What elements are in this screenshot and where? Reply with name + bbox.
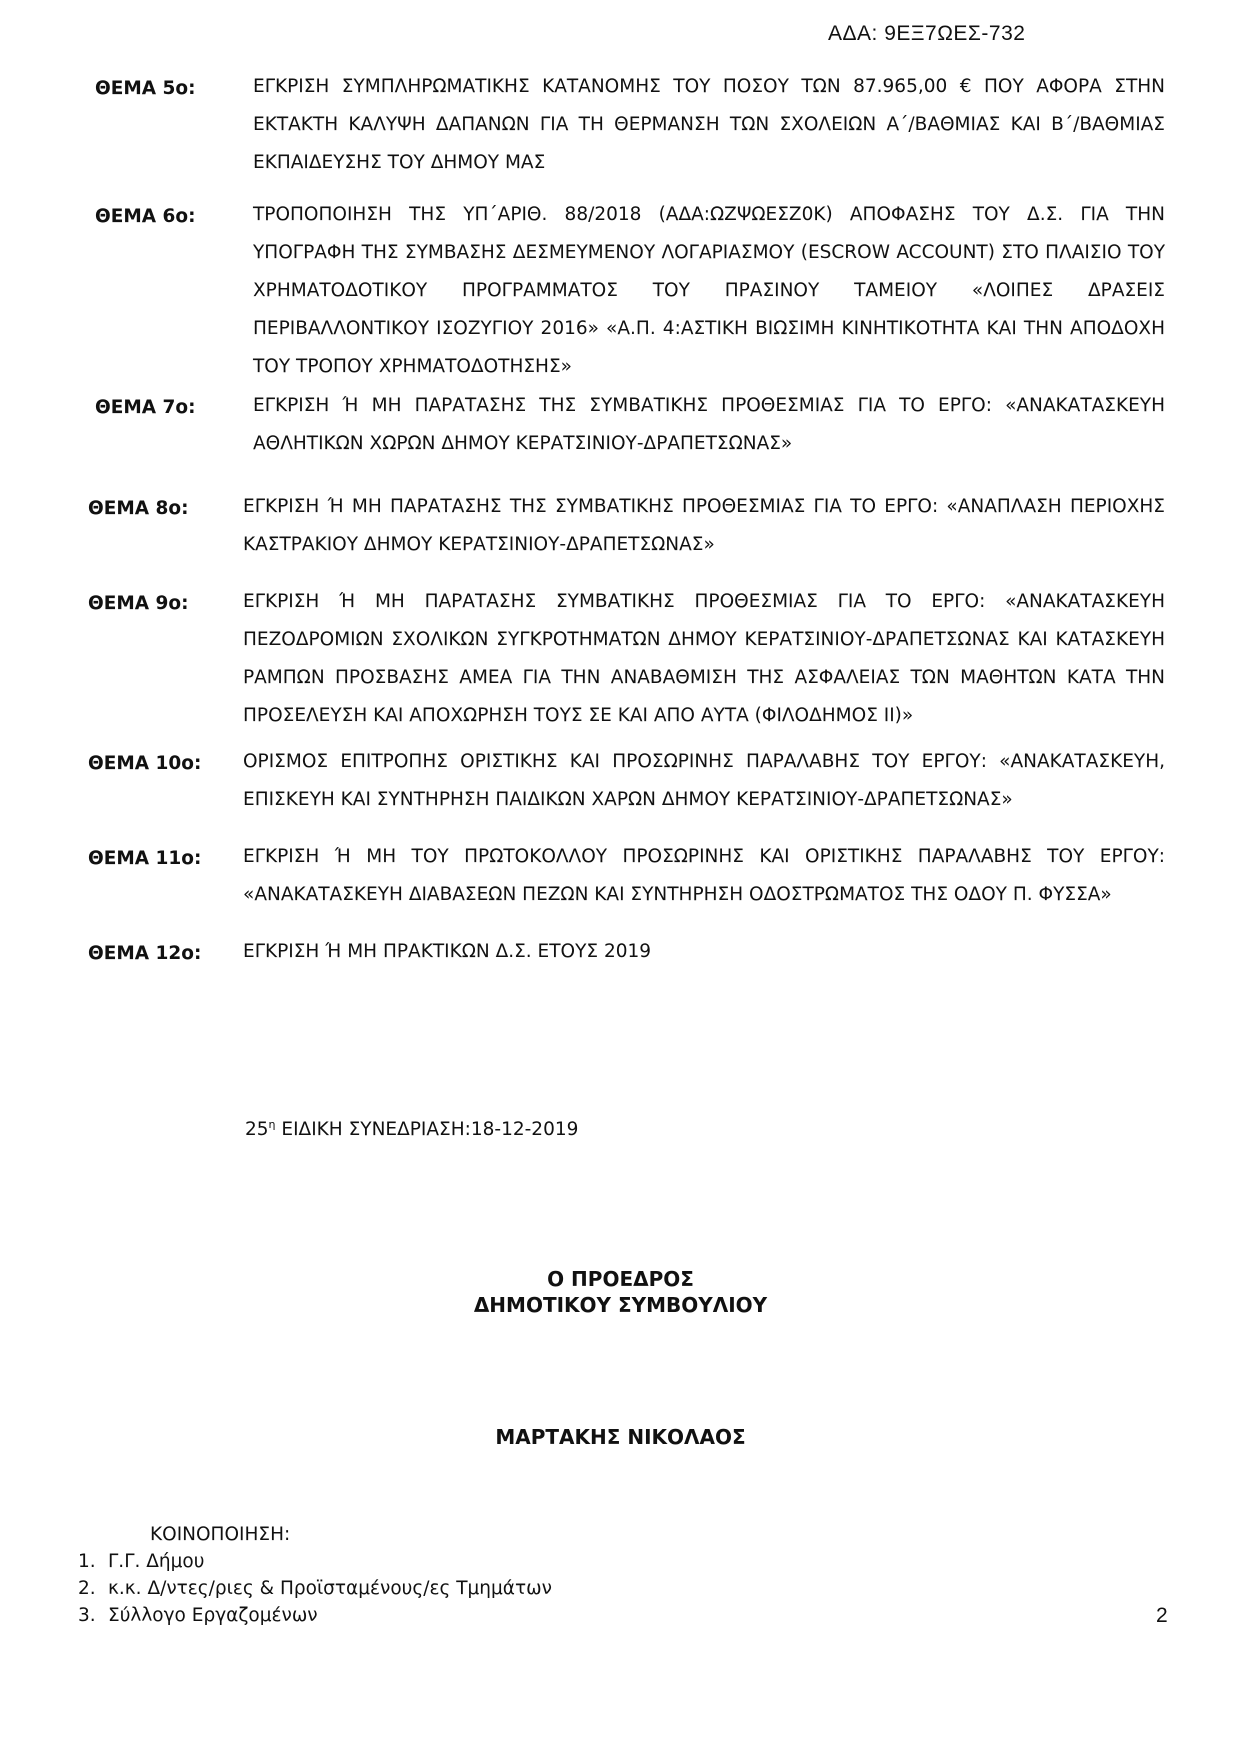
signature-title-2: ΔΗΜΟΤΙΚΟΥ ΣΥΜΒΟΥΛΙΟΥ bbox=[473, 1293, 768, 1317]
topic-label: ΘΕΜΑ 6ο: bbox=[95, 206, 196, 227]
topic-text: ΤΡΟΠΟΠΟΙΗΣΗ ΤΗΣ ΥΠ΄ΑΡΙΘ. 88/2018 (ΑΔΑ:ΩΖΨΩΕΣΖ0Κ) ΑΠΟΦΑΣΗΣ ΤΟΥ Δ.Σ. ΓΙΑ ΤΗΝ ΥΠΟΓΡΑΦΗ ΤΗΣ ΣΥΜΒΑΣΗΣ ΔΕΣΜΕΥΜΕΝΟΥ ΛΟΓΑΡΙΑΣΜΟΥ (ESCROW ACCOUNT) ΣΤΟ ΠΛΑΙΣΙΟ ΤΟΥ ΧΡΗΜΑΤΟΔΟΤΙΚΟΥ ΠΡΟΓΡΑΜΜΑΤΟΣ ΤΟΥ ΠΡΑΣΙΝΟΥ ΤΑΜΕΙΟΥ «ΛΟΙΠΕΣ ΔΡΑΣΕΙΣ ΠΕΡΙΒΑΛΛΟΝΤΙΚΟΥ ΙΣΟΖΥΓΙΟΥ 2016» «Α.Π. 4:ΑΣΤΙΚΗ ΒΙΩΣΙΜΗ ΚΙΝΗΤΙΚΟΤΗΤΑ ΚΑΙ ΤΗΝ ΑΠΟΔΟΧΗ ΤΟΥ ΤΡΟΠΟΥ ΧΡΗΜΑΤΟΔΟΤΗΣΗΣ» bbox=[253, 204, 1165, 377]
topic-label: ΘΕΜΑ 9ο: bbox=[88, 593, 189, 614]
topic-text: ΕΓΚΡΙΣΗ Ή ΜΗ ΠΡΑΚΤΙΚΩΝ Δ.Σ. ΕΤΟΥΣ 2019 bbox=[243, 941, 652, 962]
distribution-heading: ΚΟΙΝΟΠΟΙΗΣΗ: bbox=[150, 1524, 291, 1545]
list-item bbox=[78, 1602, 552, 1629]
topic-text: ΟΡΙΣΜΟΣ ΕΠΙΤΡΟΠΗΣ ΟΡΙΣΤΙΚΗΣ ΚΑΙ ΠΡΟΣΩΡΙΝΗΣ ΠΑΡΑΛΑΒΗΣ ΤΟΥ ΕΡΓΟΥ: «ΑΝΑΚΑΤΑΣΚΕΥΗ, ΕΠΙΣΚΕΥΗ ΚΑΙ ΣΥΝΤΗΡΗΣΗ ΠΑΙΔΙΚΩΝ ΧΑΡΩΝ ΔΗΜΟΥ ΚΕΡΑΤΣΙΝΙΟΥ-ΔΡΑΠΕΤΣΩΝΑΣ» bbox=[243, 751, 1165, 810]
list-item bbox=[78, 1548, 552, 1575]
list-text: κ.κ. Δ/ντες/ριες & Προϊσταμένους/ες Τμημάτων bbox=[108, 1578, 552, 1599]
ada-code: ΑΔΑ: 9ΕΞ7ΩΕΣ-732 bbox=[828, 22, 1026, 45]
list-number: 1. bbox=[78, 1551, 96, 1572]
list-number: 2. bbox=[78, 1578, 96, 1599]
topic-label: ΘΕΜΑ 10ο: bbox=[88, 753, 202, 774]
list-text: Γ.Γ. Δήμου bbox=[108, 1551, 205, 1572]
list-item bbox=[78, 1575, 552, 1602]
topic-label: ΘΕΜΑ 5ο: bbox=[95, 78, 196, 99]
signature-title-1: Ο ΠΡΟΕΔΡΟΣ bbox=[547, 1267, 694, 1291]
topic-text: ΕΓΚΡΙΣΗ Ή ΜΗ ΤΟΥ ΠΡΩΤΟΚΟΛΛΟΥ ΠΡΟΣΩΡΙΝΗΣ ΚΑΙ ΟΡΙΣΤΙΚΗΣ ΠΑΡΑΛΑΒΗΣ ΤΟΥ ΕΡΓΟΥ: «ΑΝΑΚΑΤΑΣΚΕΥΗ ΔΙΑΒΑΣΕΩΝ ΠΕΖΩΝ ΚΑΙ ΣΥΝΤΗΡΗΣΗ ΟΔΟΣΤΡΩΜΑΤΟΣ ΤΗΣ ΟΔΟΥ Π. ΦΥΣΣΑ» bbox=[243, 846, 1165, 905]
list-number: 3. bbox=[78, 1605, 96, 1626]
distribution-list bbox=[78, 1548, 552, 1629]
session-line bbox=[245, 1118, 578, 1140]
signatory-name: ΜΑΡΤΑΚΗΣ ΝΙΚΟΛΑΟΣ bbox=[495, 1425, 746, 1449]
topic-text: ΕΓΚΡΙΣΗ Ή ΜΗ ΠΑΡΑΤΑΣΗΣ ΤΗΣ ΣΥΜΒΑΤΙΚΗΣ ΠΡΟΘΕΣΜΙΑΣ ΓΙΑ ΤΟ ΕΡΓΟ: «ΑΝΑΠΛΑΣΗ ΠΕΡΙΟΧΗΣ ΚΑΣΤΡΑΚΙΟΥ ΔΗΜΟΥ ΚΕΡΑΤΣΙΝΙΟΥ-ΔΡΑΠΕΤΣΩΝΑΣ» bbox=[243, 496, 1165, 555]
page-number: 2 bbox=[1156, 1604, 1168, 1627]
session-ordinal: η bbox=[268, 1118, 276, 1131]
topic-text: ΕΓΚΡΙΣΗ ΣΥΜΠΛΗΡΩΜΑΤΙΚΗΣ ΚΑΤΑΝΟΜΗΣ ΤΟΥ ΠΟΣΟΥ ΤΩΝ 87.965,00 € ΠΟΥ ΑΦΟΡΑ ΣΤΗΝ ΕΚΤΑΚΤΗ ΚΑΛΥΨΗ ΔΑΠΑΝΩΝ ΓΙΑ ΤΗ ΘΕΡΜΑΝΣΗ ΤΩΝ ΣΧΟΛΕΙΩΝ Α΄/ΒΑΘΜΙΑΣ ΚΑΙ Β΄/ΒΑΘΜΙΑΣ ΕΚΠΑΙΔΕΥΣΗΣ ΤΟΥ ΔΗΜΟΥ ΜΑΣ bbox=[253, 76, 1165, 173]
topic-text: ΕΓΚΡΙΣΗ Ή ΜΗ ΠΑΡΑΤΑΣΗΣ ΤΗΣ ΣΥΜΒΑΤΙΚΗΣ ΠΡΟΘΕΣΜΙΑΣ ΓΙΑ ΤΟ ΕΡΓΟ: «ΑΝΑΚΑΤΑΣΚΕΥΗ ΑΘΛΗΤΙΚΩΝ ΧΩΡΩΝ ΔΗΜΟΥ ΚΕΡΑΤΣΙΝΙΟΥ-ΔΡΑΠΕΤΣΩΝΑΣ» bbox=[253, 395, 1165, 454]
list-text: Σύλλογο Εργαζομένων bbox=[108, 1605, 318, 1626]
session-number: 25 bbox=[245, 1119, 269, 1141]
topic-text: ΕΓΚΡΙΣΗ Ή ΜΗ ΠΑΡΑΤΑΣΗΣ ΣΥΜΒΑΤΙΚΗΣ ΠΡΟΘΕΣΜΙΑΣ ΓΙΑ ΤΟ ΕΡΓΟ: «ΑΝΑΚΑΤΑΣΚΕΥΗ ΠΕΖΟΔΡΟΜΙΩΝ ΣΧΟΛΙΚΩΝ ΣΥΓΚΡΟΤΗΜΑΤΩΝ ΔΗΜΟΥ ΚΕΡΑΤΣΙΝΙΟΥ-ΔΡΑΠΕΤΣΩΝΑΣ ΚΑΙ ΚΑΤΑΣΚΕΥΗ ΡΑΜΠΩΝ ΠΡΟΣΒΑΣΗΣ ΑΜΕΑ ΓΙΑ ΤΗΝ ΑΝΑΒΑΘΜΙΣΗ ΤΗΣ ΑΣΦΑΛΕΙΑΣ ΤΩΝ ΜΑΘΗΤΩΝ ΚΑΤΑ ΤΗΝ ΠΡΟΣΕΛΕΥΣΗ ΚΑΙ ΑΠΟΧΩΡΗΣΗ ΤΟΥΣ ΣΕ ΚΑΙ ΑΠΟ ΑΥΤΑ (ΦΙΛΟΔΗΜΟΣ ΙΙ)» bbox=[243, 591, 1165, 726]
session-text: ΕΙΔΙΚΗ ΣΥΝΕΔΡΙΑΣΗ:18-12-2019 bbox=[275, 1119, 579, 1141]
topic-label: ΘΕΜΑ 12ο: bbox=[88, 943, 202, 964]
topic-label: ΘΕΜΑ 8ο: bbox=[88, 498, 189, 519]
topic-label: ΘΕΜΑ 7ο: bbox=[95, 397, 196, 418]
topic-label: ΘΕΜΑ 11ο: bbox=[88, 848, 202, 869]
